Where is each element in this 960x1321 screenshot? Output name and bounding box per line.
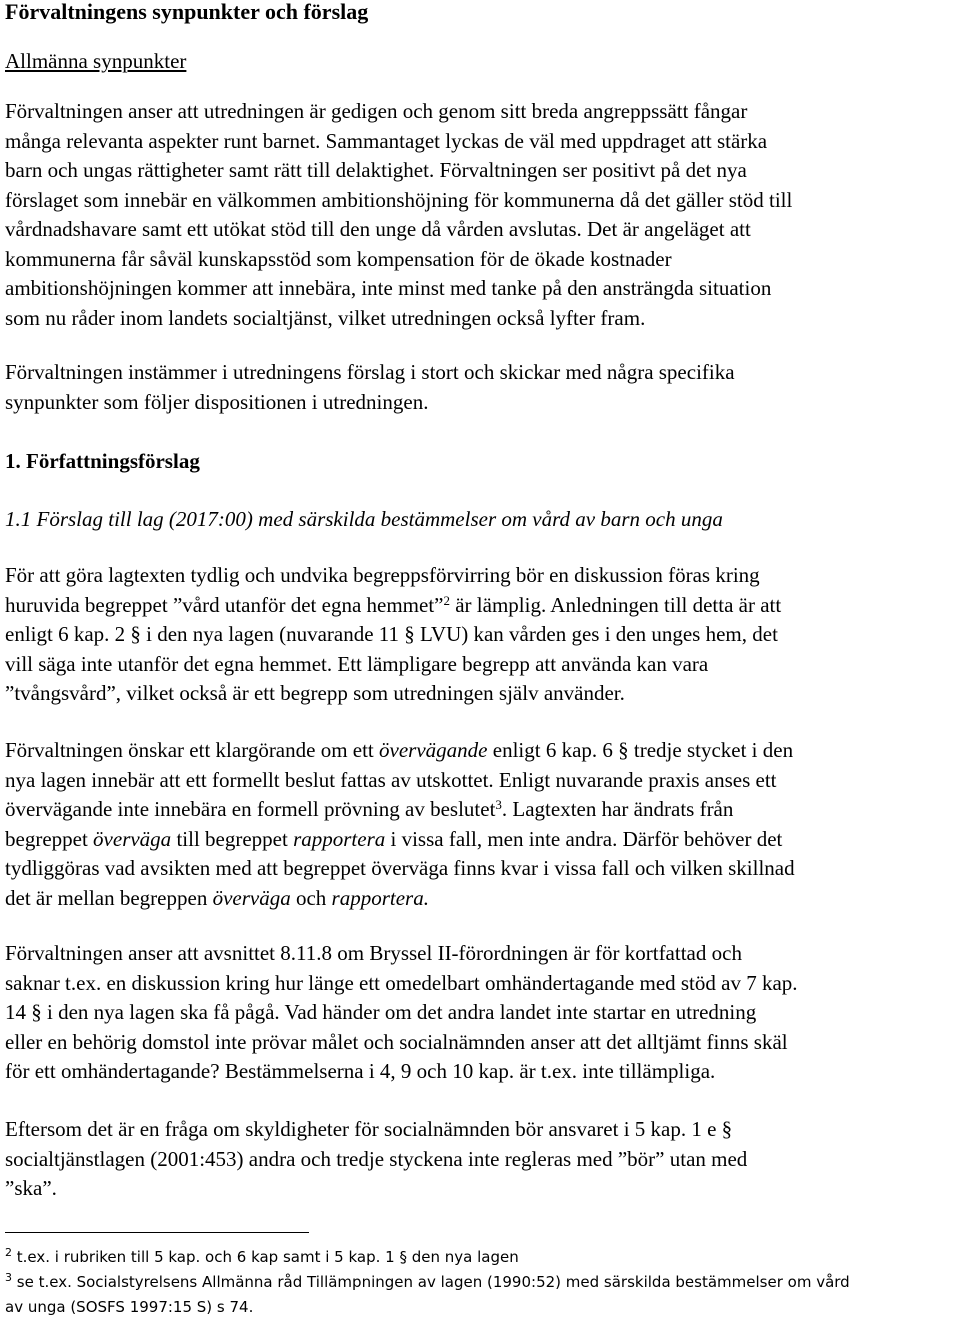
text-line: nya lagen innebär att ett formellt beslut fattas av utskottet. Enligt nuvarande praxis anses ett bbox=[5, 767, 777, 792]
paragraph-consideration bbox=[5, 736, 955, 913]
paragraph-agreement bbox=[5, 358, 955, 417]
text-line: eller en behörig domstol inte prövar målet och socialnämnden anser att det alltjämt finns skäl bbox=[5, 1029, 788, 1054]
paragraph-obligations bbox=[5, 1115, 955, 1204]
text-run: begreppet bbox=[5, 826, 94, 851]
footnote-3-continuation: av unga (SOSFS 1997:15 S) s 74. bbox=[5, 1298, 254, 1316]
text-run: och bbox=[290, 885, 332, 910]
text-run-italic: rapportera bbox=[293, 826, 386, 851]
text-line: saknar t.ex. en diskussion kring hur länge ett omedelbart omhändertagande med stöd av 7 kap. bbox=[5, 970, 798, 995]
footnote-ref: 3 bbox=[495, 797, 502, 812]
subheading-general-remarks: Allmänna synpunkter bbox=[5, 49, 187, 73]
text-line: ”tvångsvård”, vilket också är ett begrepp som utredningen själv använder. bbox=[5, 681, 625, 705]
footnote-number: 2 bbox=[5, 1246, 12, 1259]
text-line: förslaget som innebär en välkommen ambitionshöjning för kommunerna då det gäller stöd till bbox=[5, 187, 793, 212]
text-line bbox=[5, 591, 955, 621]
text-run-italic: övervägande bbox=[379, 738, 488, 762]
text-run: är lämplig. Anledningen till detta är att bbox=[449, 592, 782, 617]
text-run: det är mellan begreppen bbox=[5, 885, 213, 910]
text-line bbox=[5, 736, 955, 766]
paragraph-brussels bbox=[5, 939, 955, 1087]
text-run: Förvaltningen önskar ett klargörande om ett bbox=[5, 738, 380, 762]
text-line: vårdnadshavare samt ett utökat stöd till den unge då vården avslutas. Det är angeläget att bbox=[5, 217, 751, 241]
text-run: enligt 6 kap. 6 § tredje stycket i den bbox=[487, 738, 794, 762]
footnote-separator bbox=[5, 1232, 309, 1233]
text-run: . Lagtexten har ändrats från bbox=[501, 797, 734, 821]
text-line: ”ska”. bbox=[5, 1176, 57, 1200]
text-line: barn och ungas rättigheter samt rätt till delaktighet. Förvaltningen ser positivt på det nya bbox=[5, 158, 747, 182]
text-line bbox=[5, 884, 955, 914]
text-line: kommunerna får såväl kunskapsstöd som kompensation för de ökade kostnader bbox=[5, 246, 672, 271]
text-run: i vissa fall, men inte andra. Därför behöver det bbox=[385, 826, 783, 851]
footnote-ref: 2 bbox=[443, 592, 450, 608]
text-line: som nu råder inom landets socialtjänst, vilket utredningen också lyfter fram. bbox=[5, 305, 646, 330]
text-line: ambitionshöjningen kommer att innebära, inte minst med tanke på den ansträngda situation bbox=[5, 276, 772, 300]
text-run-italic: överväga bbox=[212, 885, 291, 910]
text-line: Eftersom det är en fråga om skyldigheter för socialnämnden bör ansvaret i 5 kap. 1 e § bbox=[5, 1117, 733, 1141]
document-heading: Förvaltningens synpunkter och förslag bbox=[5, 0, 369, 24]
text-line: synpunkter som följer dispositionen i utredningen. bbox=[5, 389, 429, 414]
text-line: 14 § i den nya lagen ska få pågå. Vad händer om det andra landet inte startar en utredning bbox=[5, 1000, 757, 1024]
text-line: Förvaltningen anser att utredningen är gedigen och genom sitt breda angreppssätt fångar bbox=[5, 99, 748, 123]
text-line: enligt 6 kap. 2 § i den nya lagen (nuvarande 11 § LVU) kan vården ges i den unges hem, det bbox=[5, 622, 778, 646]
text-line: tydliggöras vad avsikten med att begreppet överväga finns kvar i vissa fall och vilken skillnad bbox=[5, 856, 795, 880]
text-run: övervägande inte innebära en formell prövning av beslutet bbox=[5, 797, 496, 821]
footnotes bbox=[5, 1245, 850, 1320]
paragraph-terminology bbox=[5, 561, 955, 709]
text-run-italic: överväga bbox=[93, 826, 172, 851]
text-line bbox=[5, 795, 955, 825]
text-run: till begreppet bbox=[171, 826, 294, 851]
text-line: Förvaltningen instämmer i utredningens förslag i stort och skickar med några specifika bbox=[5, 360, 735, 384]
paragraph-general-remarks bbox=[5, 97, 955, 333]
subsection-heading: 1.1 Förslag till lag (2017:00) med särskilda bestämmelser om vård av barn och unga bbox=[5, 507, 723, 531]
text-line bbox=[5, 825, 955, 855]
footnote-3 bbox=[5, 1270, 850, 1295]
text-line: många relevanta aspekter runt barnet. Sammantaget lyckas de väl med uppdraget att stärka bbox=[5, 128, 768, 153]
text-run-italic: rapportera. bbox=[331, 885, 429, 910]
footnote-number: 3 bbox=[5, 1271, 12, 1284]
text-line: Förvaltningen anser att avsnittet 8.11.8 om Bryssel II-förordningen är för kortfattad och bbox=[5, 941, 742, 965]
section-heading: 1. Författningsförslag bbox=[5, 449, 200, 473]
footnote-text: t.ex. i rubriken till 5 kap. och 6 kap samt i 5 kap. 1 § den nya lagen bbox=[12, 1248, 519, 1266]
text-line: För att göra lagtexten tydlig och undvika begreppsförvirring bör en diskussion föras kring bbox=[5, 563, 760, 587]
text-line: socialtjänstlagen (2001:453) andra och tredje styckena inte regleras med ”bör” utan med bbox=[5, 1146, 748, 1171]
footnote-2 bbox=[5, 1245, 850, 1270]
text-run: huruvida begreppet ”vård utanför det egna hemmet” bbox=[5, 592, 444, 617]
text-line: vill säga inte utanför det egna hemmet. Ett lämpligare begrepp att använda kan vara bbox=[5, 651, 709, 676]
footnote-text: se t.ex. Socialstyrelsens Allmänna råd Tillämpningen av lagen (1990:52) med särskilda bestämmelser om vård bbox=[12, 1273, 850, 1291]
text-line: för ett omhändertagande? Bestämmelserna i 4, 9 och 10 kap. är t.ex. inte tillämpliga. bbox=[5, 1059, 716, 1083]
